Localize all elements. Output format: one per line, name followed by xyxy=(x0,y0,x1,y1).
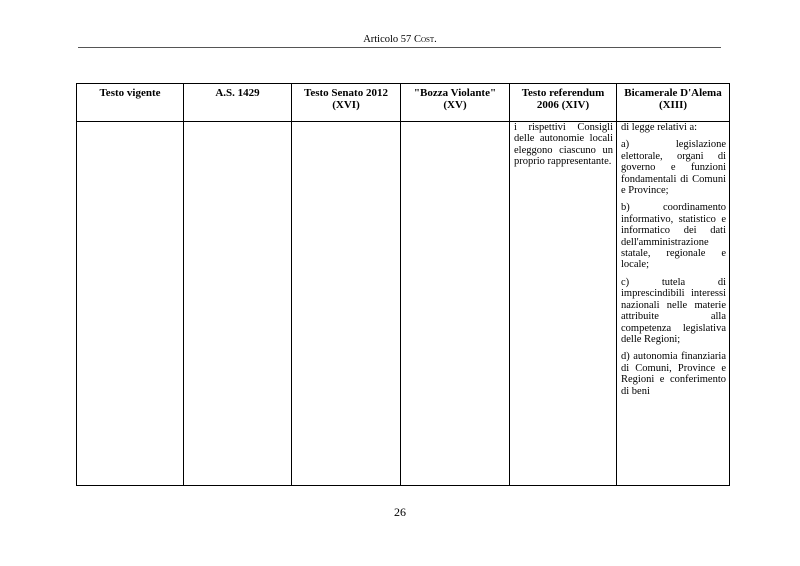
page-header-title: Articolo 57 xyxy=(363,34,412,45)
cell-senato-2012 xyxy=(292,122,401,486)
bicamerale-paragraph-c: c) tutela di imprescindibili interessi nazionali nelle materie attribuite alla competenza legislativa delle Regioni; xyxy=(621,276,726,345)
column-header-bozza-violante: "Bozza Violante" (XV) xyxy=(401,84,510,122)
table-row xyxy=(77,122,730,486)
page-header xyxy=(0,34,800,45)
cell-bozza-violante xyxy=(401,122,510,486)
cell-bicamerale xyxy=(617,122,730,486)
column-header-testo-vigente: Testo vigente xyxy=(77,84,184,122)
bicamerale-paragraph-a: a) legislazione elettorale, organi di governo e funzioni fondamentali di Comuni e Province; xyxy=(621,139,726,197)
column-header-referendum-2006: Testo referendum 2006 (XIV) xyxy=(510,84,617,122)
bicamerale-paragraph-d: d) autonomia finanziaria di Comuni, Province e Regioni e conferimento di beni xyxy=(621,351,726,397)
page-header-suffix: Cost. xyxy=(413,34,437,45)
page-number: 26 xyxy=(394,505,406,519)
bicamerale-paragraph-b: b) coordinamento informativo, statistico e informatico dei dati dell'amministrazione statale, regionale e locale; xyxy=(621,202,726,271)
column-header-as-1429: A.S. 1429 xyxy=(184,84,292,122)
referendum-2006-text: i rispettivi Consigli delle autonomie locali eleggono ciascuno un proprio rappresentante. xyxy=(514,122,613,168)
bicamerale-paragraph-intro: di legge relativi a: xyxy=(621,122,698,133)
bicamerale-text xyxy=(617,122,729,397)
comparison-table xyxy=(76,83,730,486)
cell-testo-vigente xyxy=(77,122,184,486)
header-rule xyxy=(78,47,721,48)
column-header-senato-2012: Testo Senato 2012 (XVI) xyxy=(292,84,401,122)
cell-referendum-2006 xyxy=(510,122,617,486)
cell-as-1429 xyxy=(184,122,292,486)
table-header-row xyxy=(77,84,730,122)
column-header-bicamerale: Bicamerale D'Alema (XIII) xyxy=(617,84,730,122)
